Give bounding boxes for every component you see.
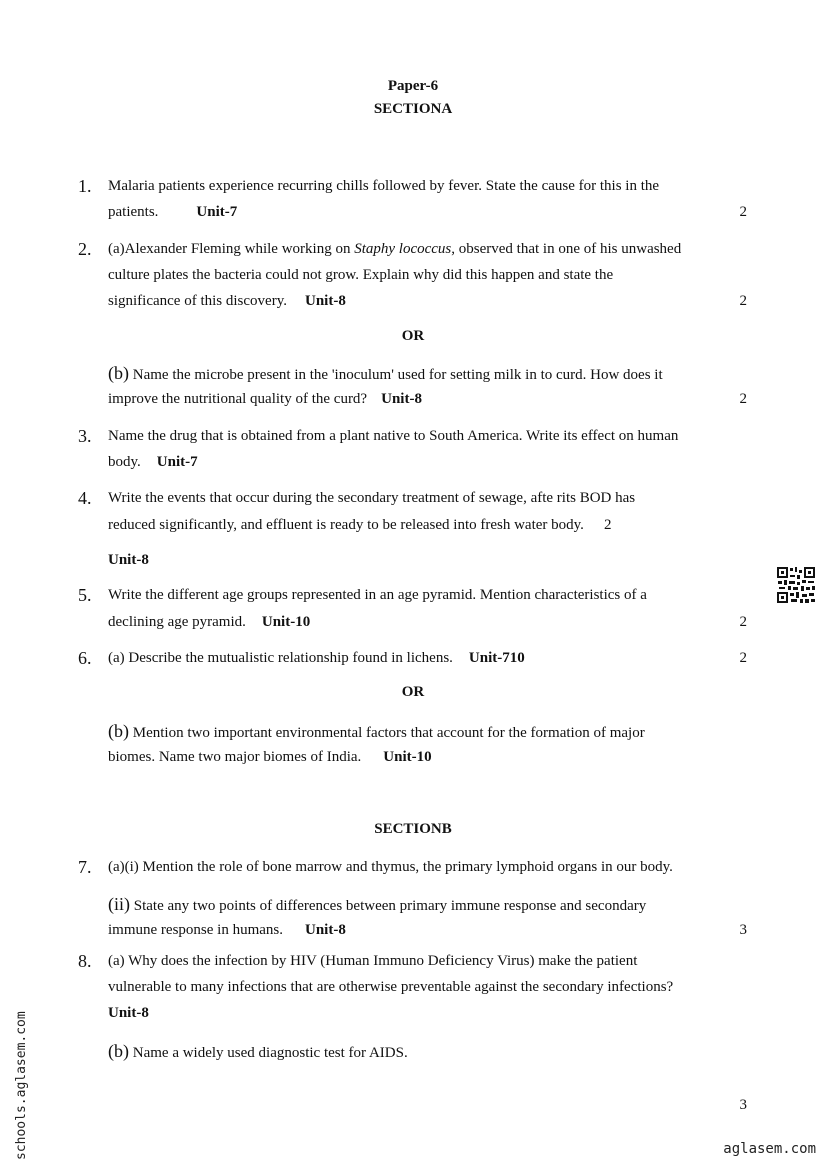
- question-text: Malaria patients experience recurring chills followed by fever. State the cause for this in the: [108, 178, 660, 194]
- marks: 2: [603, 517, 612, 533]
- question-text: patients.: [108, 204, 159, 220]
- question-line: [108, 449, 198, 475]
- question-line: [108, 360, 663, 388]
- question-line: [108, 891, 646, 919]
- unit-label: Unit-710: [468, 650, 525, 666]
- unit-label: Unit-8: [381, 391, 422, 407]
- marks: 2: [739, 650, 747, 666]
- question-text: (a)(i) Mention the role of bone marrow and thymus, the primary lymphoid organs in our body.: [108, 859, 673, 875]
- question-line: [108, 386, 422, 412]
- question-text: Write the different age groups represented in an age pyramid. Mention characteristics of a: [108, 587, 647, 603]
- question-text: (a)Alexander Fleming while working on: [108, 241, 355, 257]
- marks: 2: [739, 293, 747, 309]
- unit-label: Unit-8: [108, 1005, 149, 1021]
- unit-label: Unit-10: [383, 749, 432, 765]
- question-text: declining age pyramid.: [108, 614, 246, 630]
- question-number: 7.: [78, 857, 92, 877]
- question-line: [108, 744, 432, 770]
- corner-watermark: aglasem.com: [723, 1141, 816, 1157]
- question-number: 8.: [78, 951, 92, 971]
- qr-code-icon: [776, 566, 816, 604]
- question-text: reduced significantly, and effluent is ready to be released into fresh water body.: [108, 517, 584, 533]
- question-text: body.: [108, 454, 141, 470]
- section-b-heading: SECTIONB: [374, 821, 452, 837]
- paper-title: Paper-6: [387, 78, 439, 94]
- question-line: [108, 645, 525, 671]
- question-line: [108, 609, 310, 635]
- question-number: 5.: [78, 585, 92, 605]
- question-number: 2.: [78, 239, 92, 259]
- or-divider: OR: [401, 328, 425, 344]
- question-text: (a) Why does the infection by HIV (Human Immuno Deficiency Virus) make the patient: [108, 953, 638, 969]
- question-text: significance of this discovery.: [108, 293, 287, 309]
- question-line: [108, 718, 645, 746]
- sub-label: (b): [108, 1041, 129, 1061]
- question-text: culture plates the bacteria could not grow. Explain why did this happen and state the: [108, 267, 614, 283]
- marks: 3: [739, 922, 747, 938]
- sub-label: (b): [108, 363, 129, 383]
- unit-label: Unit-7: [156, 454, 198, 470]
- italic-term: Staphy lococcus: [354, 241, 452, 257]
- section-a-heading: SECTIONA: [373, 101, 453, 117]
- unit-label: Unit-7: [196, 204, 238, 220]
- question-text: Name a widely used diagnostic test for AIDS.: [129, 1045, 408, 1061]
- question-line: [108, 1038, 408, 1066]
- question-text: , observed that in one of his unwashed: [451, 241, 682, 257]
- question-text: vulnerable to many infections that are otherwise preventable against the secondary infections?: [108, 979, 674, 995]
- question-text: Mention two important environmental factors that account for the formation of major: [129, 725, 645, 741]
- question-number: 1.: [78, 176, 92, 196]
- question-number: 6.: [78, 648, 92, 668]
- marks: 2: [739, 614, 747, 630]
- unit-label: Unit-8: [108, 552, 149, 568]
- question-text: improve the nutritional quality of the curd?: [108, 391, 368, 407]
- or-divider: OR: [401, 684, 425, 700]
- question-text: Name the microbe present in the 'inoculum' used for setting milk in to curd. How does it: [129, 367, 663, 383]
- sub-label: (ii): [108, 894, 130, 914]
- question-text: Write the events that occur during the secondary treatment of sewage, afte rits BOD has: [108, 490, 636, 506]
- unit-label: Unit-10: [261, 614, 311, 630]
- unit-label: Unit-8: [304, 922, 346, 938]
- question-number: 3.: [78, 426, 92, 446]
- unit-label: Unit-8: [304, 293, 346, 309]
- side-watermark: schools.aglasem.com: [14, 1011, 29, 1160]
- question-text: State any two points of differences between primary immune response and secondary: [130, 898, 647, 914]
- question-text: (a) Describe the mutualistic relationship found in lichens.: [108, 650, 453, 666]
- marks: 3: [739, 1097, 747, 1113]
- marks: 2: [739, 204, 747, 220]
- question-text: Name the drug that is obtained from a plant native to South America. Write its effect on human: [108, 428, 679, 444]
- question-line: [108, 512, 611, 538]
- question-line: [108, 288, 346, 314]
- question-line: [108, 917, 346, 943]
- question-number: 4.: [78, 488, 92, 508]
- sub-label: (b): [108, 721, 129, 741]
- question-text: [108, 236, 748, 262]
- question-text: immune response in humans.: [108, 922, 283, 938]
- question-text: biomes. Name two major biomes of India.: [108, 749, 362, 765]
- marks: 2: [739, 391, 747, 407]
- question-line: [108, 199, 237, 225]
